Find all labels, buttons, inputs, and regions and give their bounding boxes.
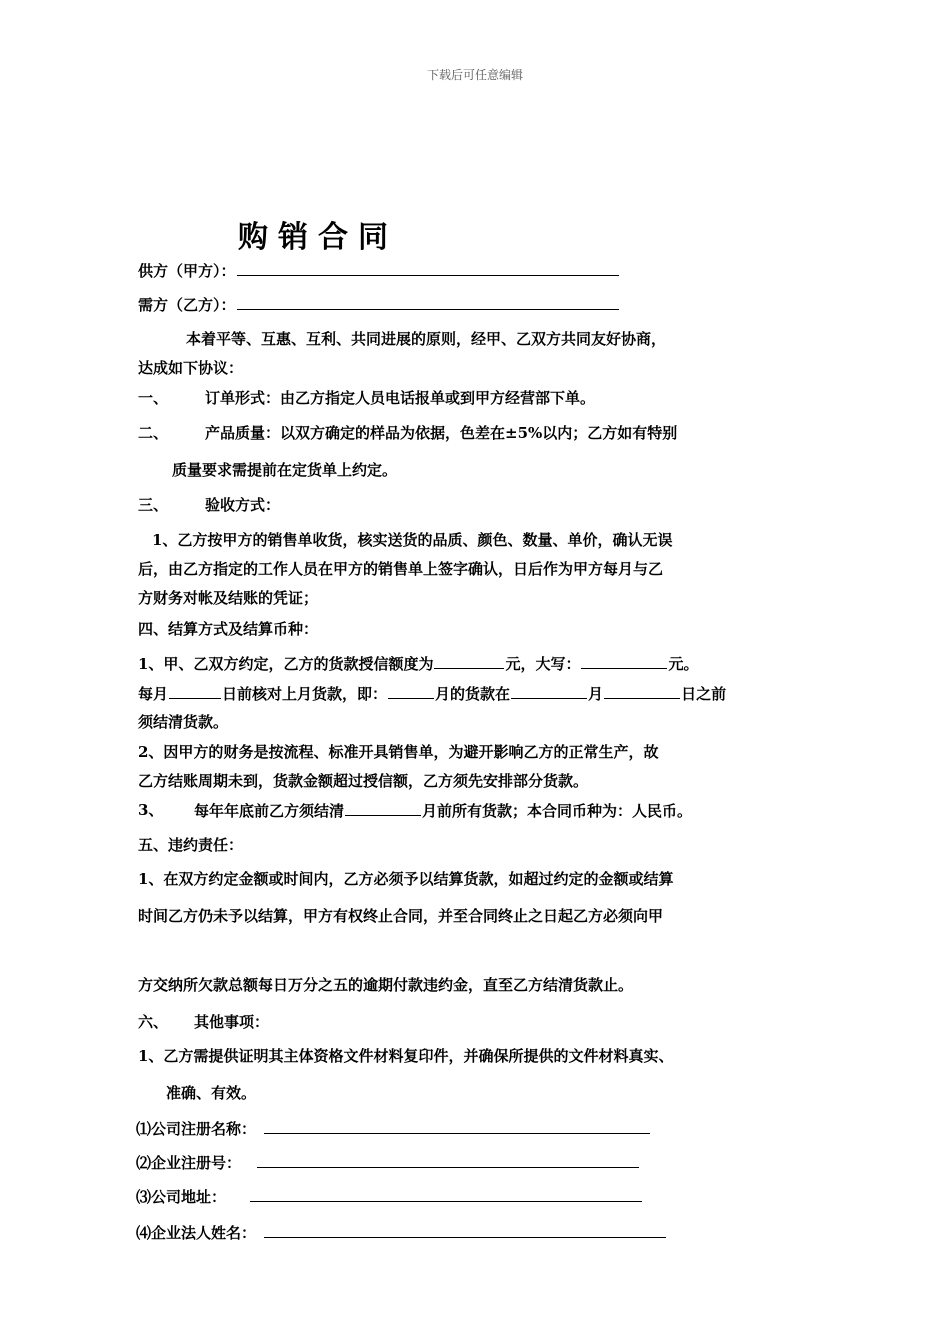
reconcile-day-blank[interactable] [169, 682, 221, 699]
section-4-title: 四、结算方式及结算币种： [138, 620, 319, 638]
company-address-blank[interactable] [250, 1185, 642, 1202]
registration-no-label: ⑵企业注册号： [136, 1154, 242, 1172]
registration-no-blank[interactable] [257, 1151, 639, 1168]
section-3-title: 验收方式： [205, 496, 281, 514]
company-name-line [136, 1117, 651, 1140]
amount-in-words-blank[interactable] [581, 652, 667, 669]
before-day-label: 日之前 [681, 685, 727, 703]
currency-label: 月前所有货款；本合同币种为：人民币。 [422, 802, 693, 820]
header-note: 下载后可任意编辑 [426, 68, 523, 82]
legal-rep-label: ⑷企业法人姓名： [136, 1224, 257, 1242]
section-4-item-3 [194, 799, 692, 822]
buyer-line [138, 293, 620, 316]
section-2-num: 二、 [138, 424, 169, 442]
section-1-text: 订单形式：由乙方指定人员电话报单或到甲方经营部下单。 [205, 389, 596, 407]
intro-line-1: 本着平等、互惠、互利、共同进展的原则，经甲、乙双方共同友好协商， [186, 330, 667, 348]
section-4-item-1-line-2 [138, 682, 726, 705]
contract-title: 购销合同 [238, 220, 398, 255]
month-label: 月 [588, 685, 604, 703]
supplier-label: 供方（甲方）： [138, 262, 236, 280]
pay-month-blank[interactable] [511, 682, 587, 699]
section-3-para-1: 1、乙方按甲方的销售单收货，核实送货的品质、颜色、数量、单价，确认无误 [152, 531, 673, 549]
company-address-label: ⑶公司地址： [136, 1188, 227, 1206]
year-end-label: 每年年底前乙方须结清 [194, 802, 345, 820]
yuan-label: 元。 [668, 655, 699, 673]
section-5-para-1: 1、在双方约定金额或时间内，乙方必须予以结算货款，如超过约定的金额或结算 [138, 870, 674, 888]
section-4-item-3-num: 3、 [138, 801, 164, 819]
section-4-item-2-line-1: 2、因甲方的财务是按流程、标准开具销售单，为避开影响乙方的正常生产，故 [138, 743, 659, 761]
monthly-label: 每月 [138, 685, 169, 703]
section-6-para-2: 准确、有效。 [166, 1084, 257, 1102]
company-name-label: ⑴公司注册名称： [136, 1120, 257, 1138]
intro-line-2: 达成如下协议： [138, 359, 244, 377]
amount-in-words-label: 元，大写： [505, 655, 581, 673]
pay-day-blank[interactable] [604, 682, 680, 699]
section-4-item-1-line-1 [138, 652, 698, 675]
legal-rep-blank[interactable] [264, 1221, 666, 1238]
section-6-para-1: 1、乙方需提供证明其主体资格文件材料复印件，并确保所提供的文件材料真实、 [138, 1047, 674, 1065]
supplier-blank[interactable] [237, 259, 619, 276]
supplier-line [138, 259, 620, 282]
section-4-item-2-line-2: 乙方结账周期未到，货款金额超过授信额，乙方须先安排部分货款。 [138, 772, 589, 790]
registration-no-line [136, 1151, 640, 1174]
section-2-cont: 质量要求需提前在定货单上约定。 [172, 461, 398, 479]
section-3-num: 三、 [138, 496, 169, 514]
section-6-num: 六、 [138, 1013, 169, 1031]
company-name-blank[interactable] [264, 1117, 650, 1134]
goods-month-label: 月的货款在 [435, 685, 511, 703]
section-3-para-3: 方财务对帐及结账的凭证； [138, 589, 319, 607]
credit-limit-label: 1、甲、乙双方约定，乙方的货款授信额度为 [138, 655, 434, 673]
section-5-para-2: 时间乙方仍未予以结算，甲方有权终止合同，并至合同终止之日起乙方必须向甲 [138, 907, 664, 925]
goods-month-blank[interactable] [388, 682, 434, 699]
section-1-num: 一、 [138, 389, 169, 407]
section-5-title: 五、违约责任： [138, 836, 244, 854]
buyer-label: 需方（乙方）： [138, 296, 236, 314]
legal-rep-line [136, 1221, 667, 1244]
year-end-month-blank[interactable] [345, 799, 421, 816]
buyer-blank[interactable] [237, 293, 619, 310]
section-4-item-1-line-3: 须结清货款。 [138, 713, 229, 731]
company-address-line [136, 1185, 643, 1208]
section-2-text: 产品质量：以双方确定的样品为依据，色差在±5%以内；乙方如有特别 [205, 424, 678, 442]
section-6-title: 其他事项： [194, 1013, 270, 1031]
credit-limit-blank[interactable] [434, 652, 504, 669]
section-3-para-2: 后，由乙方指定的工作人员在甲方的销售单上签字确认，日后作为甲方每月与乙 [138, 560, 664, 578]
reconcile-label: 日前核对上月货款，即： [222, 685, 388, 703]
section-5-para-3: 方交纳所欠款总额每日万分之五的逾期付款违约金，直至乙方结清货款止。 [138, 976, 634, 994]
